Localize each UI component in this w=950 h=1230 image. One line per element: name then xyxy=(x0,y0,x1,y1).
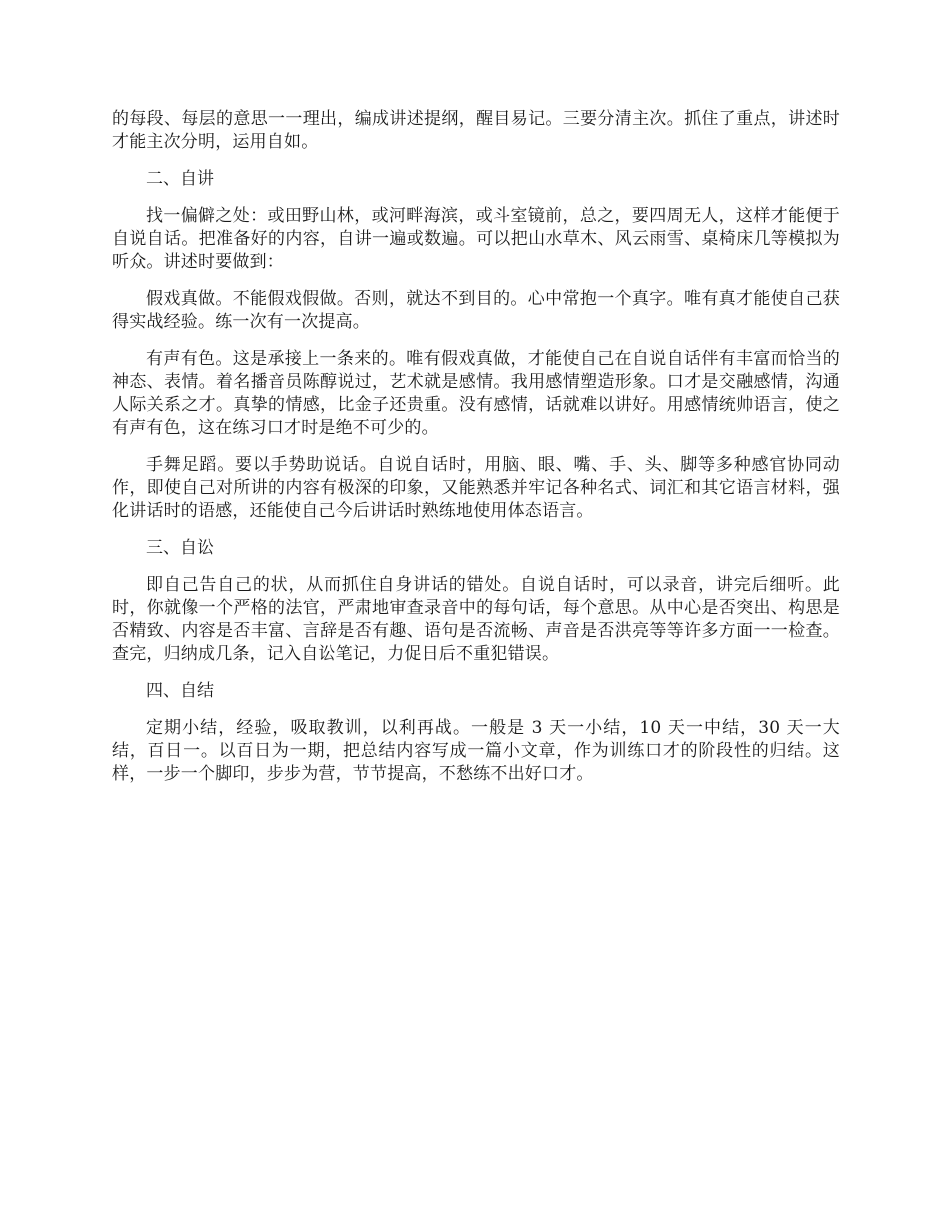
document-body xyxy=(112,108,840,800)
paragraph-act-for-real: 假戏真做。不能假戏假做。否则，就达不到目的。心中常抱一个真字。唯有真才能使自己获得实战经验。练一次有一次提高。 xyxy=(112,289,840,332)
paragraph-self-critique: 即自己告自己的状，从而抓住自身讲话的错处。自说自话时，可以录音，讲完后细听。此时，你就像一个严格的法官，严肃地审查录音中的每句话，每个意思。从中心是否突出、构思是否精致、内容是否丰富、言辞是否有趣、语句是否流畅、声音是否洪亮等等许多方面一一检查。查完，归纳成几条，记入自讼笔记，力促日后不重犯错误。 xyxy=(112,575,840,664)
section-heading-self-speaking: 二、自讲 xyxy=(146,169,214,189)
section-heading-self-summary: 四、自结 xyxy=(146,681,214,701)
paragraph-intro-continuation: 的每段、每层的意思一一理出，编成讲述提纲，醒目易记。三要分清主次。抓住了重点，讲述时才能主次分明，运用自如。 xyxy=(112,109,840,152)
section-heading-self-critique: 三、自讼 xyxy=(146,538,214,558)
paragraph-self-summary: 定期小结，经验，吸取教训，以利再战。一般是 3 天一小结，10 天一中结，30 天一大结，百日一。以百日为一期，把总结内容写成一篇小文章，作为训练口才的阶段性的归结。这样，一步一个脚印，步步为营，节节提高，不愁练不出好口才。 xyxy=(112,718,840,784)
paragraph-self-speaking: 找一偏僻之处：或田野山林，或河畔海滨，或斗室镜前，总之，要四周无人，这样才能便于自说自话。把准备好的内容，自讲一遍或数遍。可以把山水草木、风云雨雪、桌椅床几等模拟为听众。讲述时要做到： xyxy=(112,206,840,272)
paragraph-gestures: 手舞足蹈。要以手势助说话。自说自话时，用脑、眼、嘴、手、头、脚等多种感官协同动作，即使自己对所讲的内容有极深的印象，又能熟悉并牢记各种名式、词汇和其它语言材料，强化讲话时的语感，还能使自己今后讲话时熟练地使用体态语言。 xyxy=(112,455,840,521)
paragraph-vivid-expression: 有声有色。这是承接上一条来的。唯有假戏真做，才能使自己在自说自话伴有丰富而恰当的神态、表情。着名播音员陈醇说过，艺术就是感情。我用感情塑造形象。口才是交融感情，沟通人际关系之才。真挚的情感，比金子还贵重。没有感情，话就难以讲好。用感情统帅语言，使之有声有色，这在练习口才时是绝不可少的。 xyxy=(112,349,840,438)
